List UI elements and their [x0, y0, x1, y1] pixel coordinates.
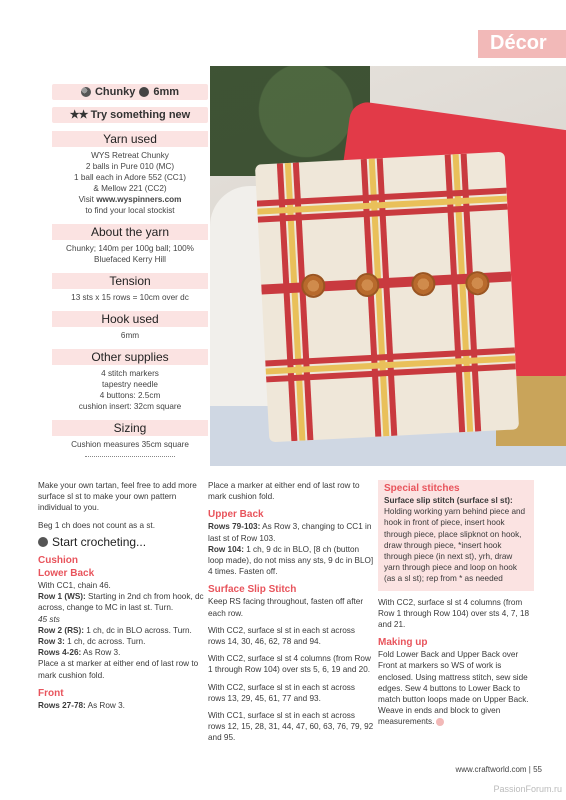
cushion-photo: [210, 66, 566, 466]
page-footer: www.craftworld.com | 55: [455, 765, 542, 774]
other-supplies-section: Other supplies 4 stitch markers tapestry needle 4 buttons: 2.5cm cushion insert: 32cm square: [52, 349, 208, 412]
button: [301, 273, 326, 298]
tartan-cushion: [255, 152, 519, 443]
level-bar: ★★ Try something new: [52, 107, 208, 123]
stars-icon: ★★: [69, 109, 88, 121]
divider: [85, 456, 175, 457]
button: [411, 271, 436, 296]
about-yarn-section: About the yarn Chunky; 140m per 100g ball; 100% Bluefaced Kerry Hill: [52, 224, 208, 265]
button: [465, 271, 490, 296]
hook-used-section: Hook used 6mm: [52, 311, 208, 341]
start-crocheting-heading: Start crocheting...: [38, 537, 204, 548]
difficulty-bar: Chunky 6mm: [52, 84, 208, 100]
column-1: Make your own tartan, feel free to add more surface sl st to make your own pattern individual to you. Beg 1 ch does not count as a st. Start crocheting... Cushion Lower Back With CC1, chain 46. Row 1 (WS): Starting in 2nd ch from hook, dc across, change to MC in last st. Turn. 45 sts Row 2 (RS): 1 ch, dc in BLO across. Turn. Row 3: 1 ch, dc across. Turn. Rows 4-26: As Row 3. Place a st marker at either end of last row to mark cushion fold. Front Rows 27-78: As Row 3.: [38, 481, 204, 710]
sidebar: [52, 84, 208, 457]
yarn-used-section: Yarn used WYS Retreat Chunky 2 balls in Pure 010 (MC) 1 ball each in Adore 552 (CC1) & Mellow 221 (CC2) Visit www.wyspinners.com to find your local stockist: [52, 131, 208, 216]
column-3: Special stitches Surface slip stitch (surface sl st): Holding working yarn behind piece and hook in front of piece, insert hook through piece, place slipknot on hook, draw through piece, *insert hook through piece (in next st), yrh, draw yarn through piece and loop on hook (as a sl st); rep from * as needed With CC2, surface sl st 4 columns (from Row 1 through Row 104) over sts 4, 7, 18 and 21. Making up Fold Lower Back and Upper Back over Front at markers so WS of work is enclosed. Using mattress stitch, sew side edges. Sew 4 buttons to Lower Back to match button loops made on Upper Back. Weave in ends and block to given measurements.: [378, 480, 534, 734]
stockist-link[interactable]: www.wyspinners.com: [96, 195, 182, 204]
special-stitches-box: Special stitches Surface slip stitch (surface sl st): Holding working yarn behind piece and hook in front of piece, insert hook through piece, place slipknot on hook, draw through piece, *insert hook through piece (in next st), yrh, draw yarn through piece and loop on hook (as a sl st); rep from * as needed: [378, 480, 534, 591]
yarn-ball-icon: [38, 537, 48, 547]
column-2: Place a marker at either end of last row to mark cushion fold. Upper Back Rows 79-103: As Row 3, changing to CC1 in last st of Row 103. Row 104: 1 ch, 9 dc in BLO, [8 ch (button loop made), do not miss any sts, 9 dc in BLO] 4 times. Fasten off. Surface Slip Stitch Keep RS facing throughout, fasten off after each row. With CC2, surface sl st in each st across rows 14, 30, 46, 62, 78 and 94. With CC2, surface sl st 4 columns (from Row 1 through Row 104) over sts 5, 6, 19 and 20. With CC2, surface sl st in each st across rows 13, 29, 45, 61, 77 and 93. With CC1, surface sl st in each st across rows 12, 15, 28, 31, 44, 47, 60, 63, 76, 79, 92 and 95.: [208, 481, 374, 743]
yarn-ball-icon: [81, 87, 91, 97]
watermark: PassionForum.ru: [493, 784, 562, 794]
end-mark-icon: [436, 718, 444, 726]
hook-icon: [139, 87, 149, 97]
sizing-section: Sizing Cushion measures 35cm square: [52, 420, 208, 457]
tension-section: Tension 13 sts x 15 rows = 10cm over dc: [52, 273, 208, 303]
section-tab: Décor: [478, 30, 566, 58]
